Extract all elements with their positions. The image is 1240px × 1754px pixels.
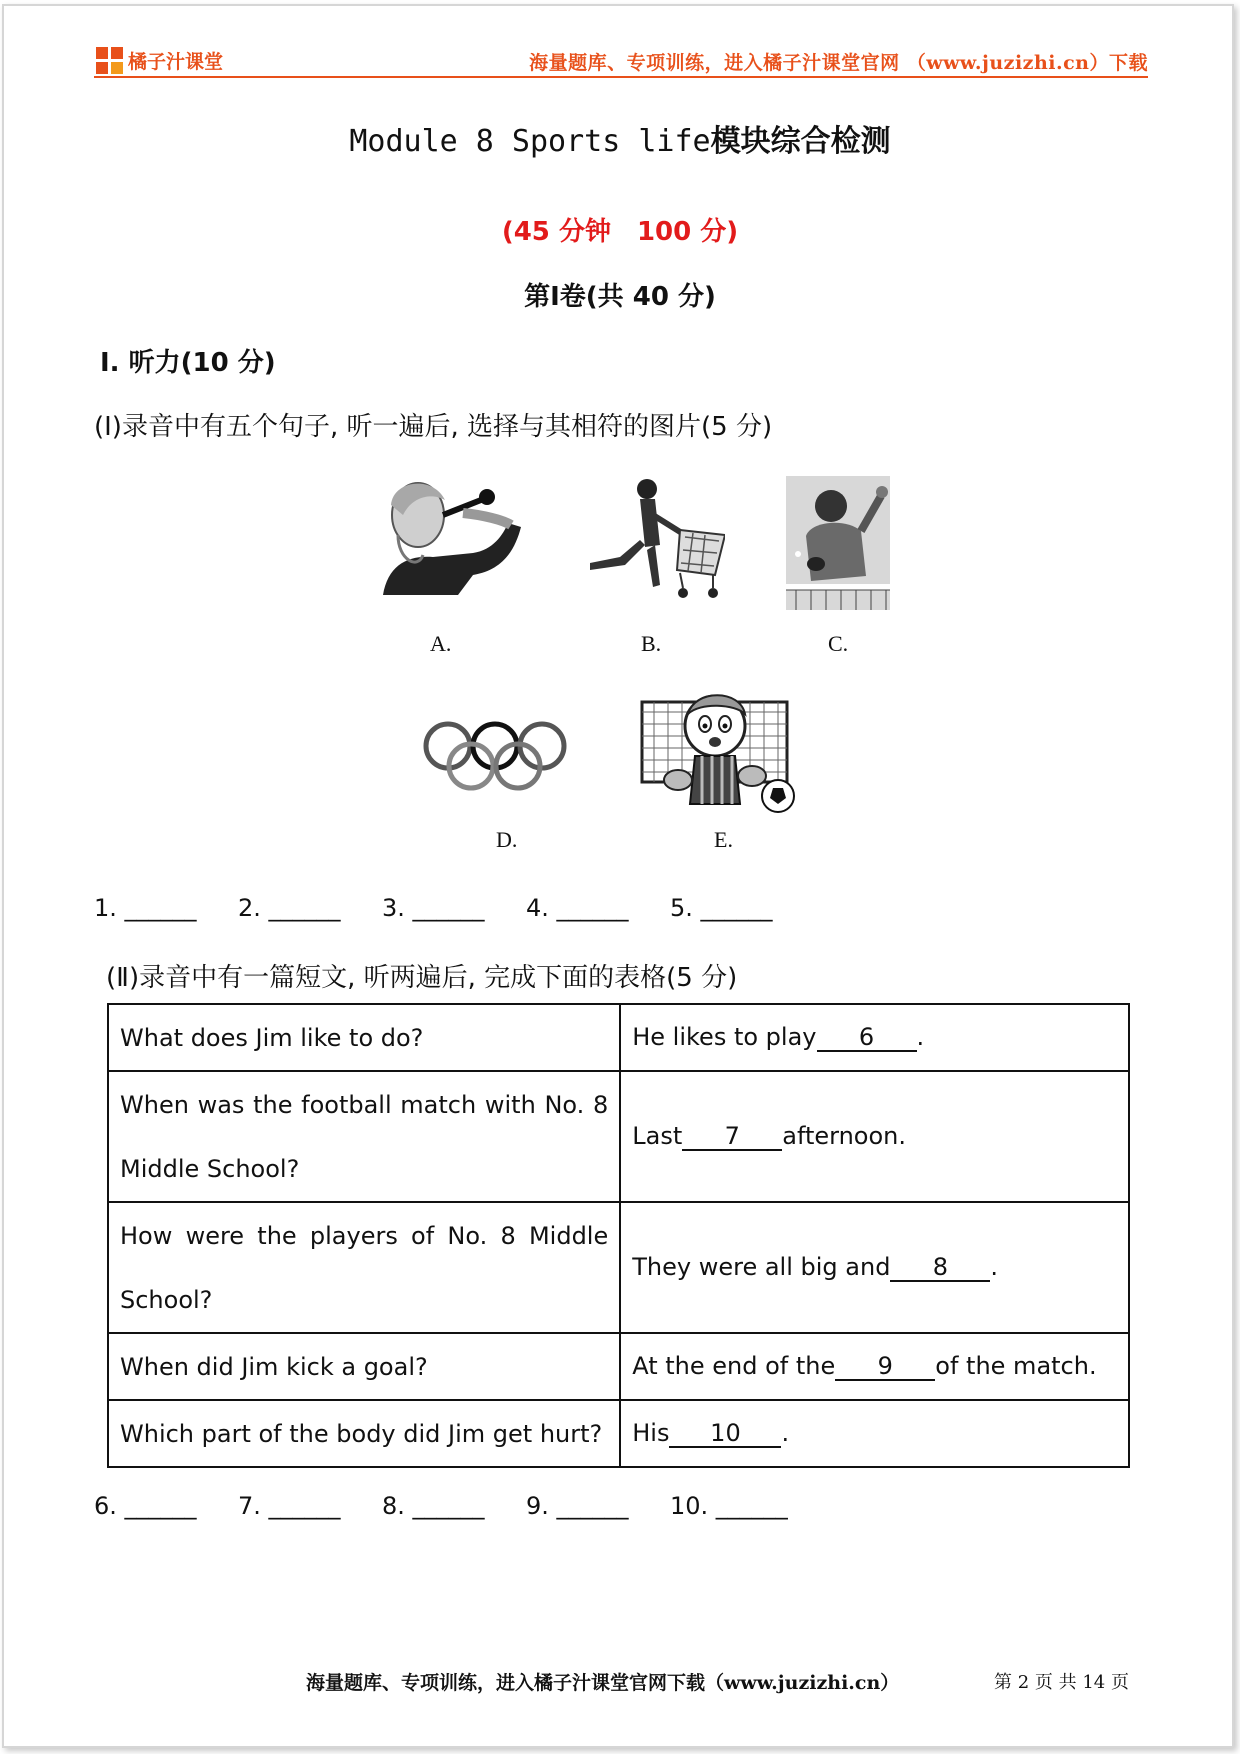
time-score-info: (45 分钟 100 分)	[501, 217, 739, 247]
answer-prefix: At the end of the	[632, 1352, 836, 1380]
olympic-rings-icon	[420, 718, 570, 793]
answer-prefix: They were all big and	[632, 1253, 891, 1281]
question-cell: When did Jim kick a goal?	[108, 1333, 620, 1400]
question-cell: When was the football match with No. 8 Middle School?	[108, 1071, 620, 1202]
table-row	[108, 1004, 1129, 1071]
picture-a-label: A.	[430, 631, 452, 656]
answer-blank[interactable]: 4. ______	[526, 894, 629, 922]
picture-c-label: C.	[828, 631, 849, 656]
answer-suffix: of the match.	[935, 1352, 1097, 1380]
answer-gap[interactable]: 6	[817, 1024, 917, 1052]
answer-blank[interactable]: 5. ______	[670, 894, 773, 922]
question-cell: Which part of the body did Jim get hurt?	[108, 1400, 620, 1467]
table-row	[108, 1071, 1129, 1202]
answer-blank[interactable]: 3. ______	[382, 894, 485, 922]
answer-gap[interactable]: 10	[669, 1420, 781, 1448]
page-frame	[2, 4, 1234, 1748]
table-tennis-icon	[786, 476, 890, 610]
answer-suffix: afternoon.	[782, 1122, 907, 1150]
title-chinese: 模块综合检测	[710, 124, 891, 159]
answer-gap[interactable]: 8	[890, 1254, 990, 1282]
answer-blanks-6-10	[94, 1492, 814, 1520]
answer-suffix: .	[781, 1419, 790, 1447]
picture-b-label: B.	[641, 631, 662, 656]
volume-heading: 第Ⅰ卷(共 40 分)	[524, 282, 716, 312]
table-row	[108, 1333, 1129, 1400]
part1-instruction: (Ⅰ)录音中有五个句子, 听一遍后, 选择与其相符的图片(5 分)	[94, 412, 773, 442]
shopping-cart-icon	[585, 475, 725, 610]
header-link[interactable]: 海量题库、专项训练，进入橘子汁课堂官网 （www.juzizhi.cn）下载	[529, 52, 1148, 74]
singer-icon	[363, 475, 523, 595]
answer-suffix: .	[990, 1253, 999, 1281]
section-heading: Ⅰ. 听力(10 分)	[100, 348, 276, 378]
answer-blank[interactable]: 7. ______	[238, 1492, 341, 1520]
part2-instruction: (Ⅱ)录音中有一篇短文, 听两遍后, 完成下面的表格(5 分)	[106, 963, 738, 993]
answer-blank[interactable]: 2. ______	[238, 894, 341, 922]
answer-cell	[620, 1071, 1129, 1202]
goalkeeper-icon	[640, 684, 800, 816]
answer-suffix: .	[916, 1023, 925, 1051]
page-title	[0, 116, 1240, 160]
table-row	[108, 1202, 1129, 1333]
answer-prefix: He likes to play	[632, 1023, 817, 1051]
answer-cell	[620, 1333, 1129, 1400]
question-cell: How were the players of No. 8 Middle School?	[108, 1202, 620, 1333]
answer-blank[interactable]: 10. ______	[670, 1492, 788, 1520]
table-row	[108, 1400, 1129, 1467]
header-divider	[94, 76, 1148, 78]
answer-cell	[620, 1400, 1129, 1467]
answer-blank[interactable]: 6. ______	[94, 1492, 197, 1520]
answer-blank[interactable]: 1. ______	[94, 894, 197, 922]
answer-blank[interactable]: 9. ______	[526, 1492, 629, 1520]
page-number: 第 2 页 共 14 页	[994, 1672, 1129, 1693]
answer-cell	[620, 1202, 1129, 1333]
picture-d-label: D.	[496, 827, 518, 852]
answer-blanks-1-5	[94, 894, 814, 922]
listening-table	[107, 1003, 1130, 1468]
answer-blank[interactable]: 8. ______	[382, 1492, 485, 1520]
picture-e-label: E.	[714, 827, 733, 852]
logo-text: 橘子汁课堂	[128, 51, 224, 73]
answer-cell	[620, 1004, 1129, 1071]
title-english: Module 8 Sports life	[349, 124, 711, 159]
answer-prefix: Last	[632, 1122, 683, 1150]
answer-gap[interactable]: 7	[682, 1123, 782, 1151]
question-cell: What does Jim like to do?	[108, 1004, 620, 1071]
answer-prefix: His	[632, 1419, 670, 1447]
answer-gap[interactable]: 9	[835, 1353, 935, 1381]
footer-link[interactable]: 海量题库、专项训练，进入橘子汁课堂官网下载（www.juzizhi.cn）	[306, 1672, 900, 1694]
logo-icon	[96, 47, 124, 75]
